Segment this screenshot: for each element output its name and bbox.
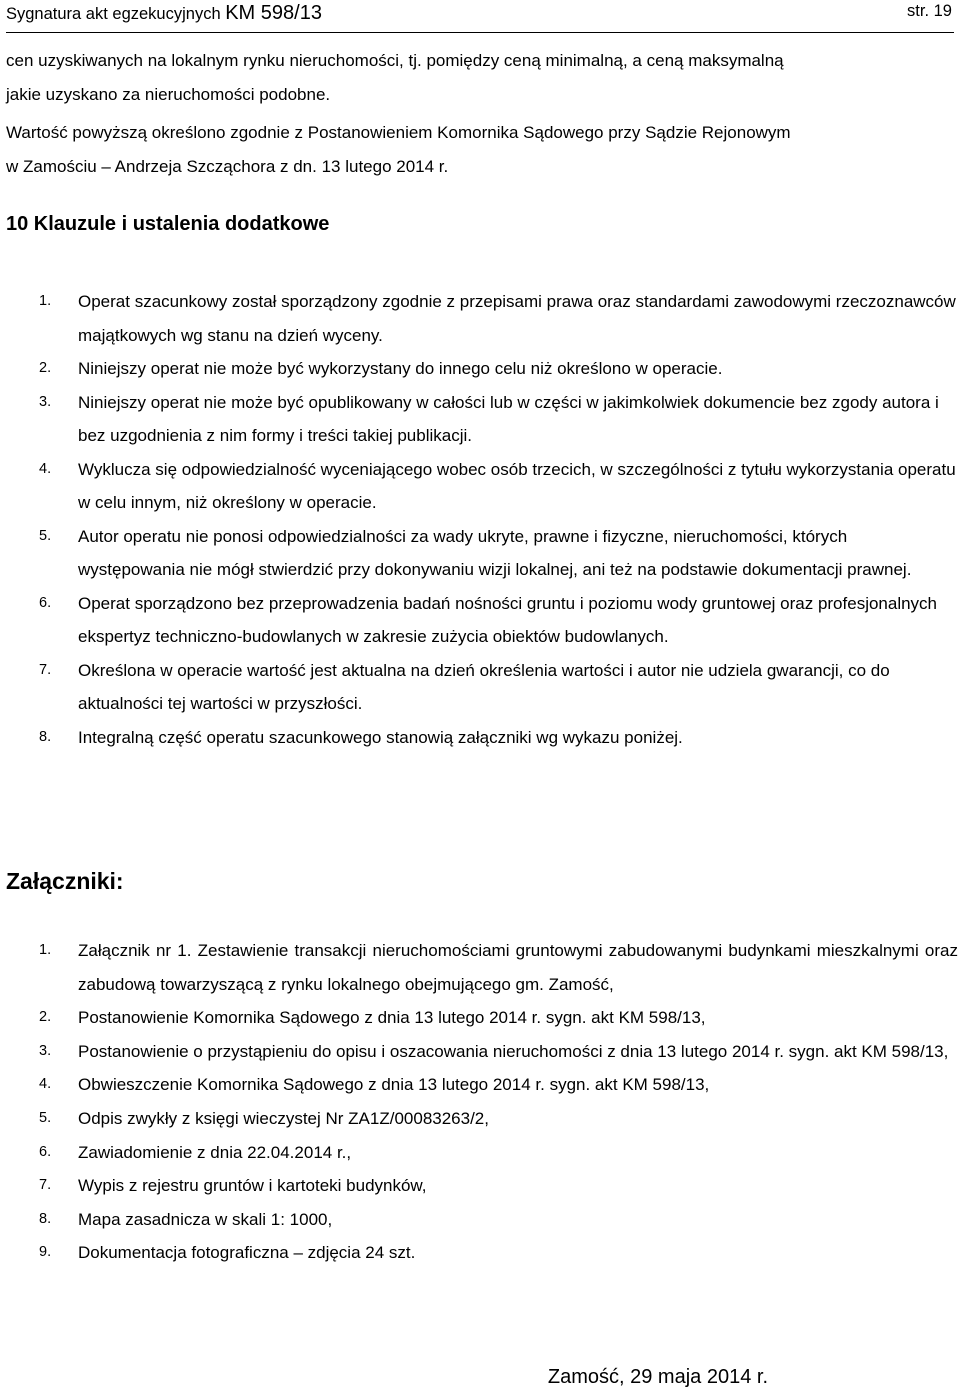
attachment-item [0,1203,960,1237]
clause-item-text: Operat sporządzono bez przeprowadzenia badań nośności gruntu i poziomu wody gruntowej oraz profesjonalnych ekspertyz techniczno-budowlanych w zakresie zużycia obiektów budowlanych. [78,593,938,646]
attachment-item-text: Mapa zasadnicza w skali 1: 1000, [78,1209,333,1229]
attachment-item-number: 7. [39,1177,52,1194]
clause-item-text: Wyklucza się odpowiedzialność wyceniającego wobec osób trzecich, w szczególności z tytułu wykorzystania operatu w celu innym, niż określony w operacie. [78,459,956,512]
clause-item [0,453,960,520]
attachments-list [0,934,960,1270]
place-and-date: Zamość, 29 maja 2014 r. [547,1366,768,1388]
attachment-item-text: Dokumentacja fotograficzna – zdjęcia 24 szt. [78,1243,416,1263]
attachment-item [0,1136,960,1170]
header-label: Sygnatura akt egzekucyjnych [6,5,221,23]
clause-item [0,587,960,654]
attachment-item-number: 3. [39,1042,52,1059]
clause-item-text: Integralną część operatu szacunkowego stanowią załączniki wg wykazu poniżej. [78,727,683,747]
clause-item [0,721,960,755]
clauses-list [0,285,960,754]
clause-item-number: 7. [39,661,52,678]
clause-item [0,520,960,587]
attachment-item [0,1035,960,1069]
clause-item-number: 1. [39,293,52,309]
case-signature: KM 598/13 [225,2,322,24]
clause-item-number: 8. [39,728,52,745]
clause-item [0,386,960,453]
clause-item [0,285,960,352]
attachment-item [0,1068,960,1102]
intro-line-4: w Zamościu – Andrzeja Szcząchora z dn. 13 lutego 2014 r. [6,157,449,176]
attachment-item-number: 8. [39,1210,52,1227]
clause-item-number: 5. [39,527,52,544]
attachment-item-number: 5. [39,1109,52,1126]
header-signature [6,2,322,25]
clause-item [0,352,960,386]
clause-item-number: 3. [39,393,52,410]
clause-item-number: 6. [39,594,52,611]
clause-item-text: Niniejszy operat nie może być opublikowany w całości lub w części w jakimkolwiek dokumencie bez zgody autora i bez uzgodnienia z nim formy i treści takiej publikacji. [78,392,939,445]
attachments-heading: Załączniki: [6,868,124,894]
clause-item-number: 2. [39,360,52,376]
clause-item-text: Operat szacunkowy został sporządzony zgodnie z przepisami prawa oraz standardami zawodowymi rzeczoznawców majątkowych wg stanu na dzień wyceny. [78,292,956,345]
attachment-item-text: Odpis zwykły z księgi wieczystej Nr ZA1Z/00083263/2, [78,1108,489,1128]
attachment-item-number: 4. [39,1076,52,1093]
attachment-item-number: 9. [39,1244,52,1261]
attachment-item-number: 2. [39,1009,52,1026]
intro-line-1: cen uzyskiwanych na lokalnym rynku nieruchomości, tj. pomiędzy ceną minimalną, a ceną maksymalną [6,51,784,70]
attachment-item-text: Obwieszczenie Komornika Sądowego z dnia 13 lutego 2014 r. sygn. akt KM 598/13, [78,1075,710,1095]
attachment-item [0,1001,960,1035]
clause-item-text: Niniejszy operat nie może być wykorzystany do innego celu niż określono w operacie. [78,359,723,378]
attachment-item [0,1169,960,1203]
attachment-item [0,1236,960,1270]
attachment-item [0,934,960,1001]
attachment-item-number: 1. [39,942,52,958]
attachment-item-text: Postanowienie o przystąpieniu do opisu i oszacowania nieruchomości z dnia 13 lutego 2014 r. sygn. akt KM 598/13, [78,1041,949,1061]
clause-item [0,654,960,721]
attachment-item-text: Zawiadomienie z dnia 22.04.2014 r., [78,1142,352,1162]
attachment-item-text: Wypis z rejestru gruntów i kartoteki budynków, [78,1176,427,1196]
section-heading: 10 Klauzule i ustalenia dodatkowe [6,213,330,235]
attachment-item [0,1102,960,1136]
attachment-item-number: 6. [39,1143,52,1160]
page-header [6,0,954,33]
intro-line-3: Wartość powyższą określono zgodnie z Postanowieniem Komornika Sądowego przy Sądzie Rejonowym [6,123,791,142]
attachment-item-text: Postanowienie Komornika Sądowego z dnia 13 lutego 2014 r. sygn. akt KM 598/13, [78,1008,706,1028]
intro-line-2: jakie uzyskano za nieruchomości podobne. [6,85,331,104]
page-number: str. 19 [907,2,952,20]
clause-item-number: 4. [39,460,52,477]
clause-item-text: Określona w operacie wartość jest aktualna na dzień określenia wartości i autor nie udziela gwarancji, co do aktualności tej wartości w przyszłości. [78,660,890,713]
attachment-item-text: Załącznik nr 1. Zestawienie transakcji nieruchomościami gruntowymi zabudowanymi budynkami mieszkalnymi oraz zabudową towarzyszącą z rynku lokalnego obejmującego gm. Zamość, [78,941,958,994]
clause-item-text: Autor operatu nie ponosi odpowiedzialności za wady ukryte, prawne i fizyczne, nieruchomości, których występowania nie mógł stwierdzić przy dokonywaniu wizji lokalnej, ani też na podstawie dokumentacji prawnej. [78,526,912,579]
